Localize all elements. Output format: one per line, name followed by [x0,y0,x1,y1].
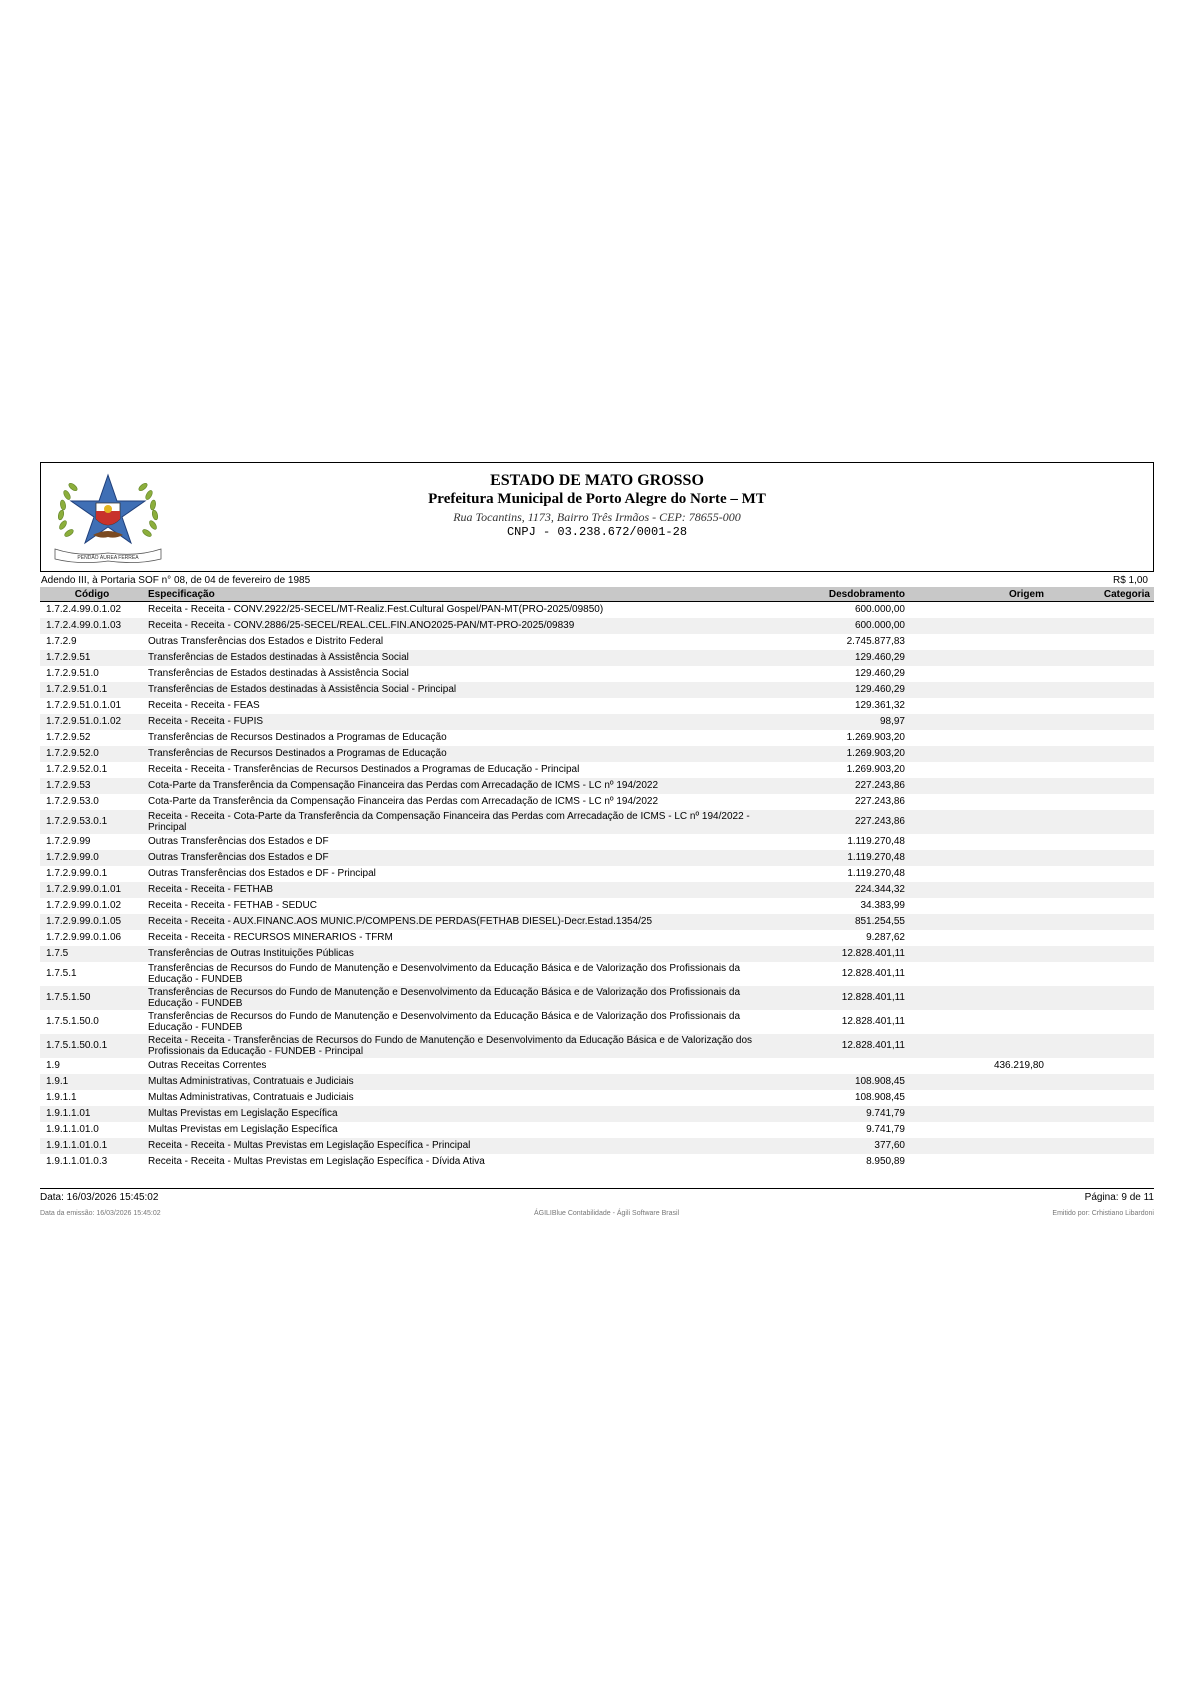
table-row [40,986,1154,1010]
cell-origem [909,834,1048,850]
cell-especificacao: Multas Previstas em Legislação Específica [148,1124,338,1135]
cell-especificacao: Receita - Receita - Multas Previstas em Legislação Específica - Principal [144,1138,762,1154]
report-header [40,462,1154,572]
cell-especificacao: Multas Administrativas, Contratuais e Judiciais [144,1074,762,1090]
cell-especificacao: Receita - Receita - Transferências de Recursos Destinados a Programas de Educação - Principal [148,764,580,775]
cell-categoria [1048,618,1154,634]
cell-desdobramento: 227.243,86 [762,778,909,794]
cell-codigo: 1.7.5 [40,946,144,962]
cell-especificacao: Receita - Receita - AUX.FINANC.AOS MUNIC.P/COMPENS.DE PERDAS(FETHAB DIESEL)-Decr.Estad.1354/25 [144,914,762,930]
table-row [40,714,1154,730]
table-row [40,602,1154,618]
cell-origem [909,714,1048,730]
footer-page-number: Página: 9 de 11 [1084,1191,1154,1203]
table-row [40,682,1154,698]
cell-codigo: 1.7.2.9.51.0 [46,668,99,679]
cell-origem [909,1106,1048,1122]
cell-especificacao: Transferências de Recursos Destinados a Programas de Educação [144,746,762,762]
cell-desdobramento: 9.741,79 [866,1124,905,1135]
cell-especificacao: Receita - Receita - FEAS [148,700,260,711]
table-row [40,1106,1154,1122]
cell-categoria [1048,850,1154,866]
cell-desdobramento: 129.460,29 [854,668,905,679]
cell-codigo: 1.7.2.9.99.0.1 [46,868,108,879]
cell-categoria [1048,666,1154,682]
cell-categoria [1048,914,1154,930]
cell-origem [909,850,1048,866]
cell-origem [909,914,1048,930]
emitted-by: Emitido por: Crhistiano Libardoni [1052,1209,1154,1217]
cell-especificacao: Transferências de Recursos Destinados a Programas de Educação [148,732,447,743]
cell-origem [909,986,1048,1010]
cell-desdobramento: 224.344,32 [762,882,909,898]
cell-codigo: 1.7.2.9.52.0 [40,746,144,762]
cell-especificacao: Outras Transferências dos Estados e Distrito Federal [148,636,384,647]
cell-categoria [1048,1058,1154,1074]
cell-desdobramento: 227.243,86 [762,810,909,834]
cell-codigo: 1.7.2.9.52.0.1 [46,764,108,775]
state-title: ESTADO DE MATO GROSSO [490,472,704,489]
cell-origem [909,762,1048,778]
cell-codigo: 1.9.1.1 [46,1092,77,1103]
table-row [40,1122,1154,1138]
cell-codigo: 1.7.2.9.99.0 [40,850,144,866]
cell-categoria [1048,778,1154,794]
cell-categoria [1048,986,1154,1010]
cell-categoria [1048,1090,1154,1106]
table-row [40,1090,1154,1106]
cell-especificacao: Outras Transferências dos Estados e DF - Principal [148,868,376,879]
cell-especificacao: Receita - Receita - RECURSOS MINERARIOS - TFRM [148,932,393,943]
cell-codigo: 1.7.5.1.50 [40,986,144,1010]
table-row [40,946,1154,962]
cell-origem [909,698,1048,714]
cell-codigo: 1.7.2.9.53.0 [46,796,99,807]
cell-desdobramento: 9.741,79 [762,1106,909,1122]
cell-desdobramento: 600.000,00 [762,618,909,634]
cell-codigo: 1.7.2.9.99.0.1.05 [40,914,144,930]
cell-origem [909,602,1048,618]
cell-origem [909,810,1048,834]
table-row [40,666,1154,682]
cell-codigo: 1.9.1.1.01.0.1 [40,1138,144,1154]
cell-categoria [1048,1138,1154,1154]
table-row [40,866,1154,882]
cell-origem [909,1138,1048,1154]
cell-categoria [1048,634,1154,650]
cell-codigo: 1.7.2.9.99.0.1.01 [40,882,144,898]
cell-especificacao: Cota-Parte da Transferência da Compensação Financeira das Perdas com Arrecadação de ICMS - LC nº 194/2022 [144,778,762,794]
table-row [40,834,1154,850]
table-row [40,1034,1154,1058]
cell-categoria [1048,602,1154,618]
table-row [40,730,1154,746]
cell-origem [909,1090,1048,1106]
cell-codigo: 1.7.5.1.50.0.1 [40,1034,144,1058]
cell-codigo: 1.9 [46,1060,60,1071]
cell-codigo: 1.7.2.9 [46,636,77,647]
cell-especificacao: Receita - Receita - FETHAB [144,882,762,898]
cell-desdobramento: 9.287,62 [866,932,905,943]
cell-especificacao: Outras Receitas Correntes [148,1060,267,1071]
cell-categoria [1048,810,1154,834]
cell-desdobramento [762,1058,909,1074]
table-row [40,650,1154,666]
table-row [40,850,1154,866]
table-row [40,810,1154,834]
cell-especificacao: Receita - Receita - CONV.2922/25-SECEL/MT-Realiz.Fest.Cultural Gospel/PAN-MT(PRO-2025/09850) [148,604,604,616]
cell-desdobramento: 377,60 [762,1138,909,1154]
cell-codigo: 1.7.2.9.51.0.1.01 [46,700,122,711]
cell-categoria [1048,834,1154,850]
cell-codigo: 1.7.2.9.51.0.1.02 [40,714,144,730]
logo-banner-text: PENDÃO ÁUREA FERREA [77,555,139,561]
cell-especificacao: Multas Previstas em Legislação Específica [144,1106,762,1122]
emission-date: Data da emissão: 16/03/2026 15:45:02 [40,1209,161,1217]
table-row [40,1010,1154,1034]
table-row [40,794,1154,810]
cell-desdobramento: 1.269.903,20 [846,732,905,743]
cell-desdobramento: 98,97 [762,714,909,730]
cell-especificacao: Outras Transferências dos Estados e DF [144,850,762,866]
cell-codigo: 1.7.2.9.51.0.1 [40,682,144,698]
adendo-row [40,572,1154,587]
cell-desdobramento: 1.269.903,20 [846,764,905,775]
cell-desdobramento: 227.243,86 [854,796,905,807]
cell-origem [909,882,1048,898]
cell-desdobramento: 600.000,00 [854,604,905,616]
cell-categoria [1048,746,1154,762]
cell-codigo: 1.7.2.9.99 [46,836,91,847]
cell-desdobramento: 2.745.877,83 [846,636,905,647]
cell-categoria [1048,962,1154,986]
cell-desdobramento: 1.119.270,48 [847,868,905,879]
cell-especificacao: Transferências de Recursos do Fundo de Manutenção e Desenvolvimento da Educação Básica e de Valorização dos Profissionais da Educação - FUNDEB [144,986,762,1010]
cell-codigo: 1.7.2.9.53 [40,778,144,794]
cell-origem [909,1074,1048,1090]
cell-origem [909,666,1048,682]
cell-origem [909,682,1048,698]
cell-especificacao: Receita - Receita - Multas Previstas em Legislação Específica - Dívida Ativa [148,1156,485,1167]
cell-especificacao: Transferências de Recursos do Fundo de Manutenção e Desenvolvimento da Educação Básica e de Valorização dos Profissionais da Educação - FUNDEB [148,1010,741,1033]
report-page [40,462,1154,1217]
cell-desdobramento: 12.828.401,11 [762,1034,909,1058]
cell-especificacao: Transferências de Estados destinadas à Assistência Social [148,668,409,679]
table-row [40,1058,1154,1074]
adendo-text: Adendo III, à Portaria SOF n° 08, de 04 de fevereiro de 1985 [41,575,311,586]
cell-especificacao: Receita - Receita - FETHAB - SEDUC [148,900,317,911]
cell-origem [909,650,1048,666]
cell-categoria [1048,714,1154,730]
table-row [40,698,1154,714]
cell-categoria [1048,794,1154,810]
cell-origem [909,634,1048,650]
cell-codigo: 1.7.2.9.52 [46,732,91,743]
cell-categoria [1048,1034,1154,1058]
cell-desdobramento: 12.828.401,11 [762,986,909,1010]
cell-desdobramento: 129.460,29 [762,682,909,698]
table-row [40,762,1154,778]
cell-desdobramento: 108.908,45 [854,1092,905,1103]
cell-codigo: 1.7.2.9.53.0.1 [40,810,144,834]
cell-categoria [1048,898,1154,914]
cell-categoria [1048,1154,1154,1170]
table-row [40,1074,1154,1090]
cell-origem [909,1154,1048,1170]
cell-origem [909,1122,1048,1138]
cell-desdobramento: 1.119.270,48 [762,850,909,866]
cell-categoria [1048,650,1154,666]
cell-especificacao: Receita - Receita - CONV.2886/25-SECEL/REAL.CEL.FIN.ANO2025-PAN/MT-PRO-2025/09839 [144,618,762,634]
currency-unit: R$ 1,00 [1112,575,1148,586]
cell-codigo: 1.9.1 [40,1074,144,1090]
table-row [40,882,1154,898]
cell-codigo: 1.7.2.9.99.0.1.06 [46,932,122,943]
cell-especificacao: Transferências de Recursos do Fundo de Manutenção e Desenvolvimento da Educação Básica e de Valorização dos Profissionais da Educação - FUNDEB [148,962,741,985]
cell-desdobramento: 129.460,29 [762,650,909,666]
cell-desdobramento: 12.828.401,11 [841,1016,905,1027]
cell-origem [909,1034,1048,1058]
cell-categoria [1048,1074,1154,1090]
cell-categoria [1048,730,1154,746]
cnpj-line: CNPJ - 03.238.672/0001-28 [506,525,688,539]
cell-categoria [1048,946,1154,962]
cell-desdobramento: 129.361,32 [854,700,905,711]
cell-especificacao: Receita - Receita - Cota-Parte da Transferência da Compensação Financeira das Perdas com Arrecadação de ICMS - LC nº 194/2022 - Principal [144,810,762,834]
cell-origem [909,946,1048,962]
cell-desdobramento: 8.950,89 [866,1156,905,1167]
cell-origem [909,730,1048,746]
table-row [40,930,1154,946]
emission-info-row [40,1210,1154,1217]
table-header-row [40,587,1154,602]
cell-origem [909,746,1048,762]
cell-desdobramento: 12.828.401,11 [762,946,909,962]
cell-origem: 436.219,80 [993,1060,1044,1071]
table-row [40,618,1154,634]
address-line: Rua Tocantins, 1173, Bairro Três Irmãos - CEP: 78655-000 [453,510,741,524]
cell-desdobramento: 1.119.270,48 [847,836,905,847]
cell-especificacao: Multas Administrativas, Contratuais e Judiciais [148,1092,354,1103]
table-row [40,1154,1154,1170]
cell-especificacao: Receita - Receita - Transferências de Recursos do Fundo de Manutenção e Desenvolvimento da Educação Básica e de Valorização dos Profissionais da Educação - FUNDEB - Principal [144,1034,762,1058]
software-name: ÁGILIBlue Contabilidade - Ágili Software Brasil [533,1209,680,1217]
column-header-categoria: Categoria [1048,587,1154,602]
cell-codigo: 1.7.5.1 [46,968,77,979]
cell-codigo: 1.9.1.1.01.0 [46,1124,99,1135]
cell-codigo: 1.9.1.1.01 [40,1106,144,1122]
footer-row [40,1189,1154,1204]
cell-desdobramento: 34.383,99 [860,900,905,911]
cell-categoria [1048,1122,1154,1138]
table-row [40,778,1154,794]
cell-origem [909,778,1048,794]
table-row [40,1138,1154,1154]
cell-especificacao: Outras Transferências dos Estados e DF [148,836,329,847]
cell-codigo: 1.7.2.9.99.0.1.02 [46,900,122,911]
column-header-origem: Origem [909,587,1048,602]
cell-origem [909,962,1048,986]
cell-categoria [1048,762,1154,778]
table-row [40,634,1154,650]
table-row [40,746,1154,762]
footer-date: Data: 16/03/2026 15:45:02 [40,1191,159,1203]
cell-especificacao: Transferências de Outras Instituições Públicas [144,946,762,962]
cell-desdobramento: 1.269.903,20 [762,746,909,762]
revenue-table [40,587,1154,1170]
table-row [40,962,1154,986]
cell-especificacao: Cota-Parte da Transferência da Compensação Financeira das Perdas com Arrecadação de ICMS - LC nº 194/2022 [148,796,659,807]
cell-origem [909,1010,1048,1034]
cell-especificacao: Transferências de Estados destinadas à Assistência Social - Principal [144,682,762,698]
cell-desdobramento: 12.828.401,11 [841,968,905,979]
cell-categoria [1048,882,1154,898]
cell-origem [909,618,1048,634]
cell-categoria [1048,1010,1154,1034]
table-row [40,898,1154,914]
cell-codigo: 1.7.5.1.50.0 [46,1016,99,1027]
header-text-block [41,471,1153,540]
cell-codigo: 1.7.2.4.99.0.1.02 [46,604,122,616]
table-row [40,914,1154,930]
cell-codigo: 1.7.2.4.99.0.1.03 [40,618,144,634]
cell-categoria [1048,1106,1154,1122]
cell-origem [909,866,1048,882]
cell-origem [909,930,1048,946]
cell-categoria [1048,930,1154,946]
column-header-codigo: Código [40,587,144,602]
cell-categoria [1048,682,1154,698]
prefeitura-title: Prefeitura Municipal de Porto Alegre do Norte – MT [428,491,766,507]
cell-origem [909,898,1048,914]
cell-origem [909,794,1048,810]
cell-categoria [1048,866,1154,882]
cell-especificacao: Transferências de Estados destinadas à Assistência Social [144,650,762,666]
cell-codigo: 1.7.2.9.51 [40,650,144,666]
column-header-desdobramento: Desdobramento [762,587,909,602]
column-header-especificacao: Especificação [144,587,762,602]
cell-desdobramento: 851.254,55 [762,914,909,930]
cell-desdobramento: 108.908,45 [762,1074,909,1090]
cell-codigo: 1.9.1.1.01.0.3 [46,1156,108,1167]
cell-especificacao: Receita - Receita - FUPIS [144,714,762,730]
cell-categoria [1048,698,1154,714]
